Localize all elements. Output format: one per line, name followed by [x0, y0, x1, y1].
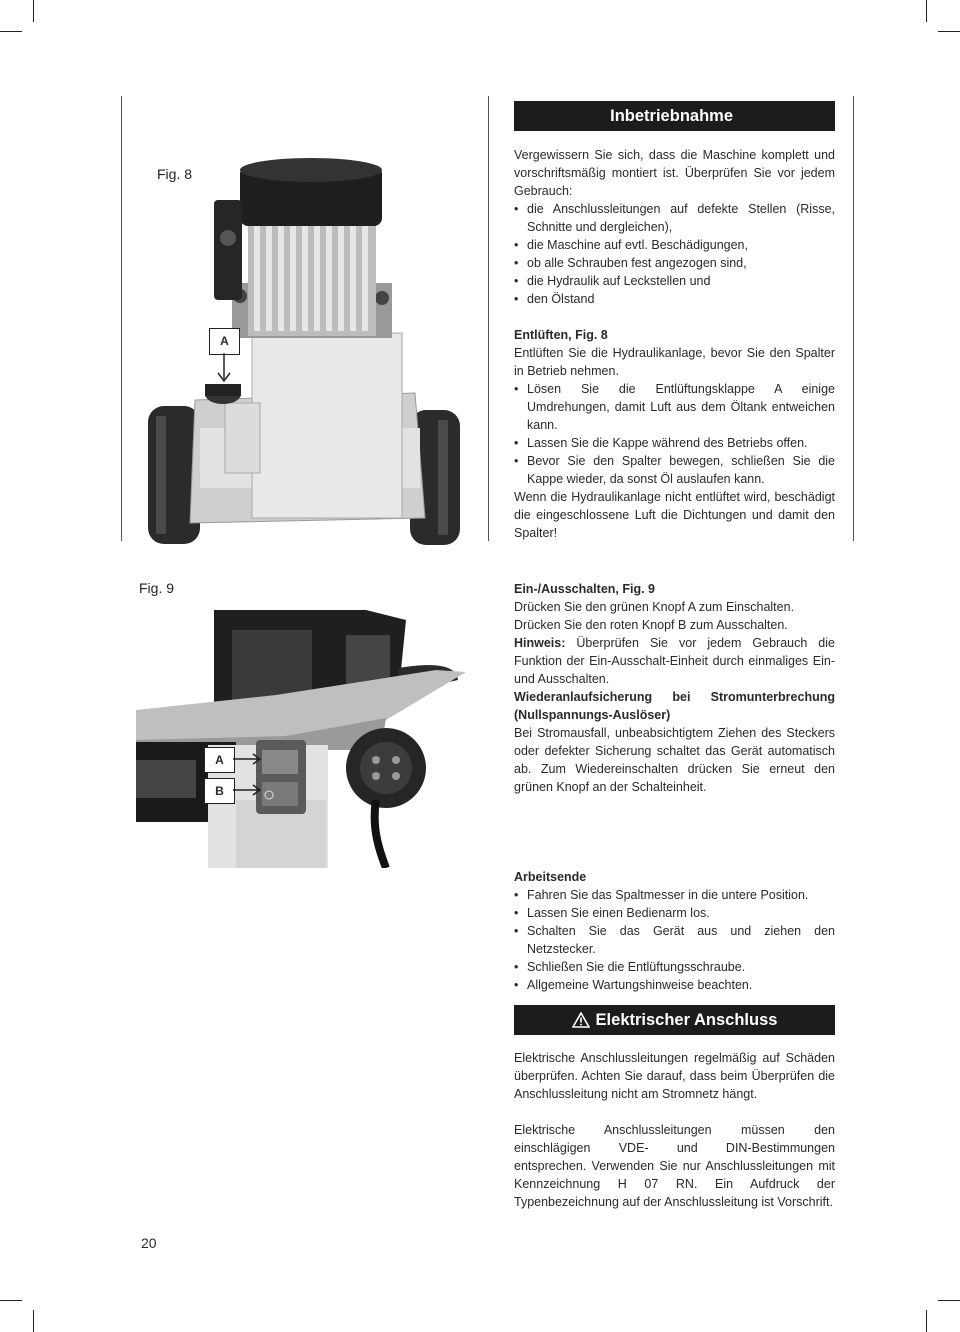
- crop-mark: [926, 1310, 927, 1332]
- crop-mark: [33, 1310, 34, 1332]
- electrical-text-1: Elektrische Anschlussleitungen regelmäßig auf Schäden überprüfen. Achten Sie darauf, dass beim Überprüfen die Anschlussleitung nicht am Stromnetz hängt.: [514, 1051, 835, 1101]
- list-item: • Fahren Sie das Spaltmesser in die untere Position.: [514, 886, 835, 904]
- hint-label: Hinweis:: [514, 636, 566, 650]
- section-header-elektrischer-anschluss: [514, 1005, 835, 1035]
- figure-label-fig8: Fig. 8: [157, 166, 193, 182]
- onoff-heading: Ein-/Ausschalten, Fig. 9: [514, 582, 655, 596]
- onoff-line2: Drücken Sie den roten Knopf B zum Ausschalten.: [514, 618, 788, 632]
- list-item: • Schließen Sie die Entlüftungsschraube.: [514, 958, 835, 976]
- section-title: Elektrischer Anschluss: [595, 1011, 778, 1029]
- restart-heading: Wiederanlaufsicherung bei Stromunterbrechung (Nullspannungs-Auslöser): [514, 690, 835, 722]
- callout-label: A: [215, 753, 224, 767]
- onoff-text-block: [514, 580, 835, 796]
- callout-label: A: [220, 334, 229, 348]
- section-title: Inbetriebnahme: [610, 107, 733, 125]
- venting-heading: Entlüften, Fig. 8: [514, 328, 608, 342]
- hint-text: Überprüfen Sie vor jedem Gebrauch die Funktion der Ein-Ausschalt-Einheit durch einmaliges Ein- und Ausschalten.: [514, 636, 835, 686]
- venting-intro: Entlüften Sie die Hydraulikanlage, bevor Sie den Spalter in Betrieb nehmen.: [514, 346, 835, 378]
- onoff-hint: [514, 634, 835, 688]
- callout-arrow-icon: [233, 752, 263, 766]
- crop-mark: [0, 1300, 22, 1301]
- list-item: • Schalten Sie das Gerät aus und ziehen den Netzstecker.: [514, 922, 835, 958]
- figure-label-fig9: Fig. 9: [139, 580, 175, 596]
- crop-mark: [0, 31, 22, 32]
- crop-mark: [938, 1300, 960, 1301]
- restart-text: Bei Stromausfall, unbeabsichtigtem Ziehen des Steckers oder defekter Sicherung schaltet das Gerät automatisch ab. Zum Wiedereinschalten drücken Sie erneut den grünen Knopf an der Schalteinheit.: [514, 726, 835, 794]
- list-item: • den Ölstand: [514, 290, 835, 308]
- electrical-paragraph-2: [514, 1121, 835, 1211]
- work-end-text-block: [514, 868, 835, 994]
- figure-9-switch-unit-image: [136, 610, 470, 868]
- callout-label: B: [215, 784, 224, 798]
- venting-warning: Wenn die Hydraulikanlage nicht entlüftet wird, beschädigt die eingeschlossene Luft die Dichtungen und damit den Spalter!: [514, 490, 835, 540]
- crop-mark: [926, 0, 927, 22]
- callout-box-a: [209, 328, 240, 355]
- list-item: • die Maschine auf evtl. Beschädigungen,: [514, 236, 835, 254]
- column-rule-middle: [488, 96, 489, 541]
- list-item: • die Anschlussleitungen auf defekte Stellen (Risse, Schnitte und dergleichen),: [514, 200, 835, 236]
- column-rule-right: [853, 96, 854, 541]
- list-item: • die Hydraulik auf Leckstellen und: [514, 272, 835, 290]
- warning-triangle-icon: [572, 1012, 590, 1028]
- list-item: • Allgemeine Wartungshinweise beachten.: [514, 976, 835, 994]
- callout-box-a: [204, 747, 235, 773]
- venting-text-block: [514, 326, 835, 542]
- page-number: 20: [141, 1235, 157, 1251]
- crop-mark: [938, 31, 960, 32]
- onoff-line1: Drücken Sie den grünen Knopf A zum Einschalten.: [514, 600, 795, 614]
- figure-8-log-splitter-image: [140, 148, 470, 548]
- callout-box-b: [204, 778, 235, 804]
- list-item: • Lassen Sie einen Bedienarm los.: [514, 904, 835, 922]
- intro-text-block: [514, 146, 835, 308]
- list-item: • Bevor Sie den Spalter bewegen, schließen Sie die Kappe wieder, da sonst Öl auslaufen kann.: [514, 452, 835, 488]
- electrical-paragraph-1: [514, 1049, 835, 1103]
- intro-paragraph: Vergewissern Sie sich, dass die Maschine komplett und vorschriftsmäßig montiert ist. Überprüfen Sie vor jedem Gebrauch:: [514, 148, 835, 198]
- list-item: • ob alle Schrauben fest angezogen sind,: [514, 254, 835, 272]
- callout-arrow-icon: [215, 353, 235, 385]
- callout-arrow-icon: [233, 783, 263, 797]
- electrical-text-2: Elektrische Anschlussleitungen müssen den einschlägigen VDE- und DIN-Bestimmungen entsprechen. Verwenden Sie nur Anschlussleitungen mit Kennzeichnung H 07 RN. Ein Aufdruck der Typenbezeichnung auf der Anschlussleitung ist Vorschrift.: [514, 1123, 835, 1209]
- section-header-inbetriebnahme: [514, 101, 835, 131]
- column-rule-left: [121, 96, 122, 541]
- work-end-heading: Arbeitsende: [514, 870, 587, 884]
- list-item: • Lassen Sie die Kappe während des Betriebs offen.: [514, 434, 835, 452]
- list-item: • Lösen Sie die Entlüftungsklappe A einige Umdrehungen, damit Luft aus dem Öltank entweichen kann.: [514, 380, 835, 434]
- crop-mark: [33, 0, 34, 22]
